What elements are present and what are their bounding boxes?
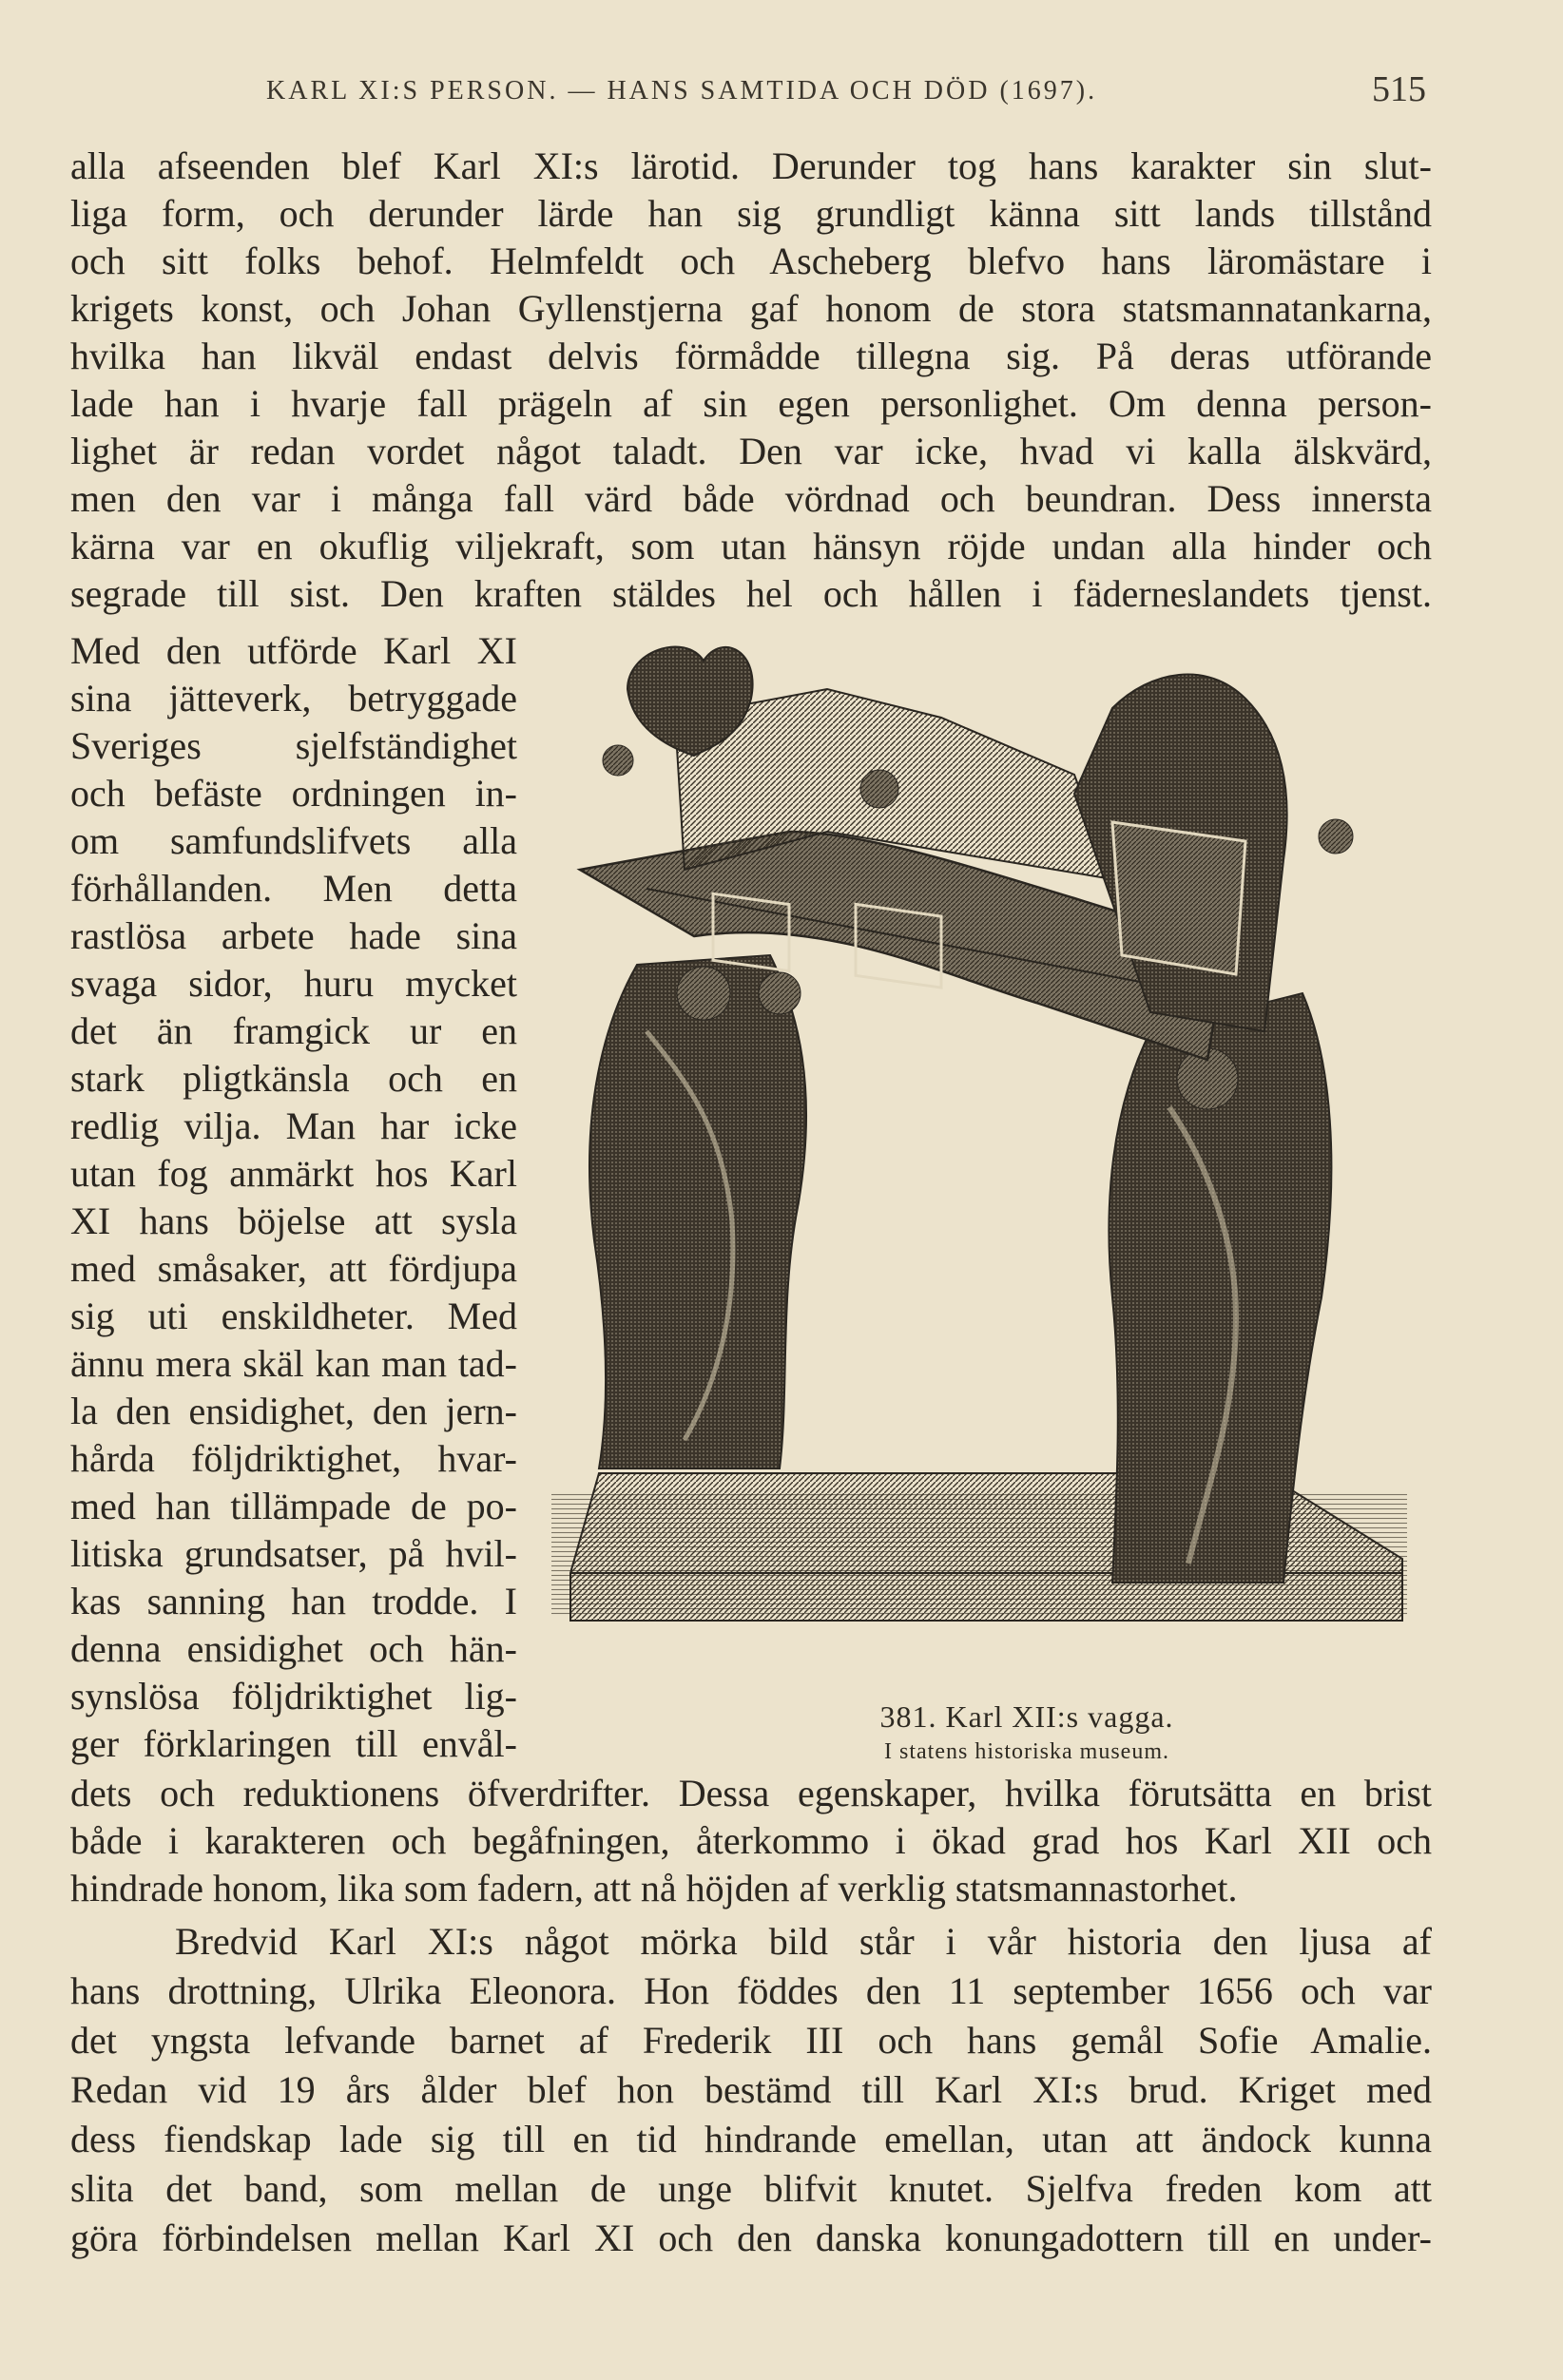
- text-line: stark pligtkänsla och en: [70, 1057, 517, 1100]
- running-head: KARL XI:S PERSON. — HANS SAMTIDA OCH DÖD (1697).: [266, 76, 1098, 106]
- text-line: sina jätteverk, betryggade: [70, 677, 517, 720]
- text-line: svaga sidor, huru mycket: [70, 962, 517, 1005]
- text-line: lighet är redan vordet något taladt. Den var icke, hvad vi kalla älskvärd,: [70, 430, 1432, 472]
- cradle-illustration-icon: [542, 632, 1431, 1663]
- text-line: men den var i många fall värd både vördnad och beundran. Dess innersta: [70, 477, 1432, 520]
- text-line: hindrade honom, lika som fadern, att nå höjden af verklig statsmannastorhet.: [70, 1867, 1238, 1910]
- text-line: det än framgick ur en: [70, 1009, 517, 1052]
- text-line: utan fog anmärkt hos Karl: [70, 1152, 517, 1195]
- text-line: sig uti enskildheter. Med: [70, 1295, 517, 1337]
- text-line: rastlösa arbete hade sina: [70, 914, 517, 957]
- text-line: om samfundslifvets alla: [70, 819, 517, 862]
- text-line: Med den utförde Karl XI: [70, 629, 517, 672]
- text-line: synslösa följdriktighet lig-: [70, 1675, 517, 1718]
- text-line: göra förbindelsen mellan Karl XI och den danska konungadottern till en under-: [70, 2217, 1432, 2259]
- page-number: 515: [1372, 69, 1426, 109]
- text-line: hårda följdriktighet, hvar-: [70, 1437, 517, 1480]
- text-line: med han tillämpade de po-: [70, 1485, 517, 1527]
- text-line: förhållanden. Men detta: [70, 867, 517, 910]
- text-line: hvilka han likväl endast delvis förmådde tillegna sig. På deras utförande: [70, 335, 1432, 377]
- figure-source: I statens historiska museum.: [884, 1739, 1169, 1764]
- text-line: med småsaker, att fördjupa: [70, 1247, 517, 1290]
- text-line: alla afseenden blef Karl XI:s lärotid. Derunder tog hans karakter sin slut-: [70, 144, 1432, 187]
- text-line: la den ensidighet, den jern-: [70, 1390, 517, 1432]
- text-line: lade han i hvarje fall prägeln af sin egen personlighet. Om denna person-: [70, 382, 1432, 425]
- text-line: segrade till sist. Den kraften stäldes hel och hållen i fäderneslandets tjenst.: [70, 572, 1432, 615]
- text-line: dess fiendskap lade sig till en tid hindrande emellan, utan att ändock kunna: [70, 2118, 1432, 2160]
- text-line: Bredvid Karl XI:s något mörka bild står i vår historia den ljusa af: [175, 1920, 1432, 1963]
- text-line: redlig vilja. Man har icke: [70, 1104, 517, 1147]
- text-line: dets och reduktionens öfverdrifter. Dessa egenskaper, hvilka förutsätta en brist: [70, 1772, 1432, 1814]
- text-line: både i karakteren och begåfningen, återkommo i ökad grad hos Karl XII och: [70, 1819, 1432, 1862]
- text-line: Sveriges sjelfständighet: [70, 724, 517, 767]
- text-line: och befäste ordningen in-: [70, 772, 517, 815]
- text-line: kärna var en okuflig viljekraft, som utan hänsyn röjde undan alla hinder och: [70, 525, 1432, 567]
- text-line: ger förklaringen till envål-: [70, 1722, 517, 1765]
- text-line: slita det band, som mellan de unge blifvit knutet. Sjelfva freden kom att: [70, 2167, 1432, 2210]
- text-line: krigets konst, och Johan Gyllenstjerna gaf honom de stora statsmannatankarna,: [70, 287, 1432, 330]
- text-line: hans drottning, Ulrika Eleonora. Hon föddes den 11 september 1656 och var: [70, 1969, 1432, 2012]
- text-line: denna ensidighet och hän-: [70, 1627, 517, 1670]
- text-line: Redan vid 19 års ålder blef hon bestämd till Karl XI:s brud. Kriget med: [70, 2068, 1432, 2111]
- text-line: och sitt folks behof. Helmfeldt och Ascheberg blefvo hans läromästare i: [70, 240, 1432, 282]
- text-line: ännu mera skäl kan man tad-: [70, 1342, 517, 1385]
- text-line: det yngsta lefvande barnet af Frederik III och hans gemål Sofie Amalie.: [70, 2019, 1432, 2062]
- text-line: XI hans böjelse att sysla: [70, 1200, 517, 1242]
- figure-caption: 381. Karl XII:s vagga.: [879, 1699, 1174, 1734]
- text-line: litiska grundsatser, på hvil-: [70, 1532, 517, 1575]
- page-header: [247, 67, 1426, 114]
- text-line: liga form, och derunder lärde han sig grundligt känna sitt lands tillstånd: [70, 192, 1432, 235]
- text-line: kas sanning han trodde. I: [70, 1580, 517, 1622]
